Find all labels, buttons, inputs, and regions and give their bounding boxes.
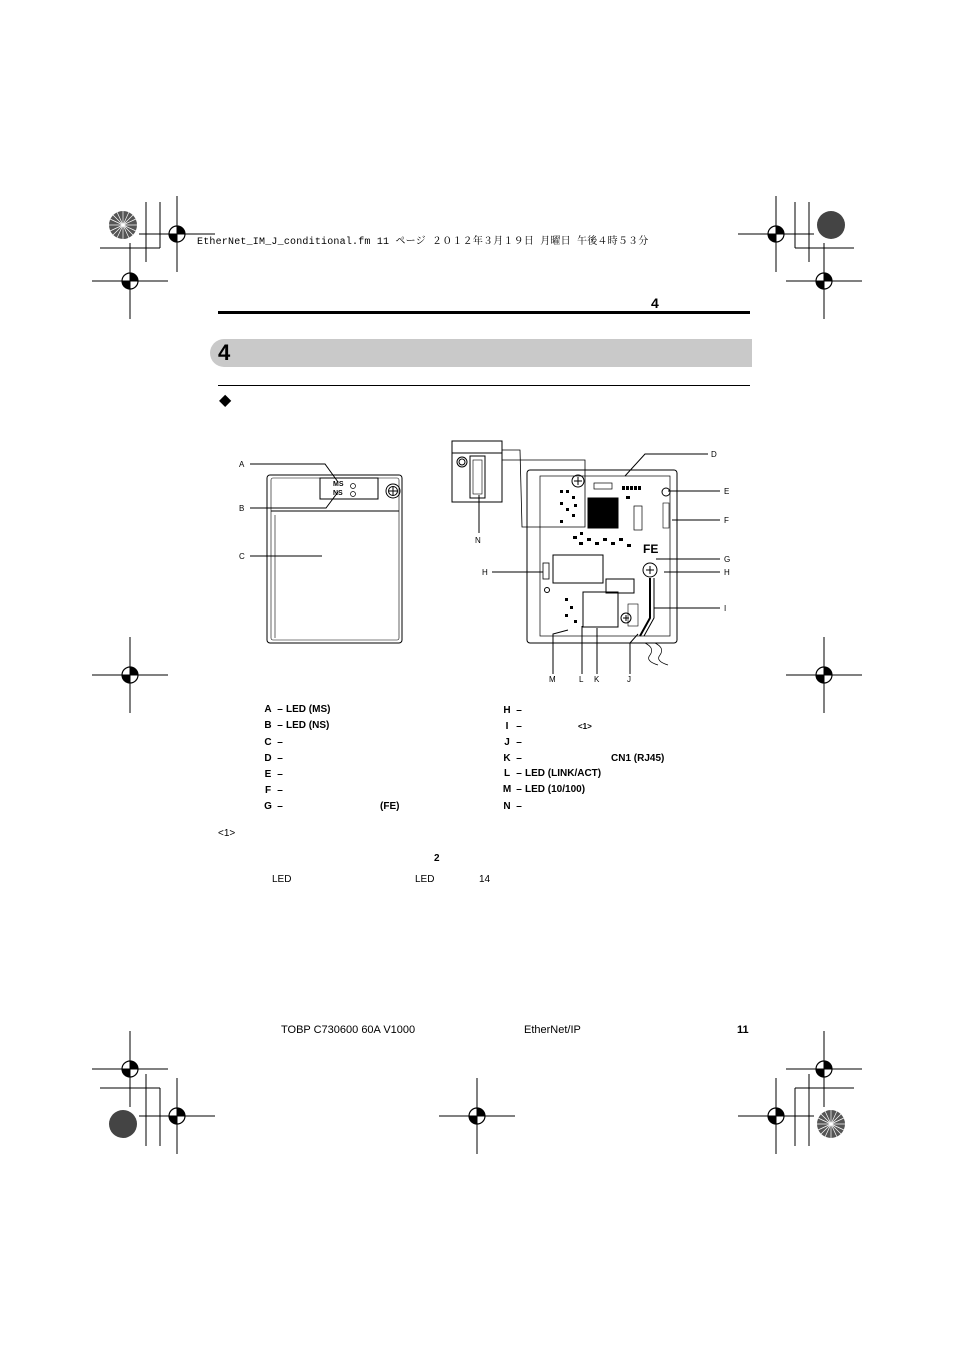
legend-item-m: M – LED (10/100) [502, 784, 586, 795]
footer-product: EtherNet/IP [524, 1024, 581, 1036]
callout-i: I [724, 604, 727, 613]
footer-page-number: 11 [737, 1024, 749, 1036]
footer-doc-code: TOBP C730600 60A V1000 [281, 1024, 416, 1036]
section-heading-bar [210, 339, 752, 367]
chapter-number: 4 [651, 295, 659, 311]
registration-mark-icon [439, 1078, 515, 1154]
callout-b: B [239, 504, 245, 513]
subsection-rule [218, 385, 750, 386]
leader-m [553, 630, 568, 674]
legend-item-e: E – [264, 769, 283, 780]
callout-n: N [475, 536, 481, 545]
callout-m: M [549, 675, 556, 684]
registration-mark-icon [786, 1031, 862, 1107]
legend-item-l: L – LED (LINK/ACT) [503, 768, 602, 779]
color-target-icon [817, 211, 845, 239]
note-led-1: LED [272, 874, 292, 885]
callout-j: J [627, 675, 631, 684]
connector-inset [452, 441, 502, 502]
registration-mark-icon [92, 637, 168, 713]
leader-b [250, 492, 338, 508]
color-target-icon [109, 211, 137, 239]
callout-e: E [724, 487, 730, 496]
callout-d: D [711, 450, 717, 459]
front-cover-outline [267, 475, 402, 643]
legend-item-c: C – [264, 737, 283, 748]
header-rule [218, 311, 750, 314]
fe-label: FE [643, 542, 659, 556]
leader-j [630, 634, 638, 674]
registration-mark-icon [738, 1078, 814, 1154]
legend-item-b: B – LED (NS) [264, 720, 330, 731]
file-info-line: EtherNet_IM_J_conditional.fm 11 ページ ２０１２年３月１９日 月曜日 午後４時５３分 [197, 237, 649, 248]
legend-item-g: G – (FE) [264, 801, 400, 812]
registration-mark-icon [738, 196, 814, 272]
legend-item-h: H – [503, 705, 522, 716]
ms-label: MS [333, 481, 344, 488]
leader-a [250, 464, 338, 482]
legend-item-j: J – [504, 737, 522, 748]
note-led-2: LED [415, 874, 435, 885]
callout-k: K [594, 675, 600, 684]
ns-label: NS [333, 490, 343, 497]
callout-f: F [724, 516, 729, 525]
registration-mark-icon [92, 243, 168, 319]
legend-item-n: N – [503, 801, 522, 812]
diamond-bullet-icon: ◆ [219, 392, 232, 409]
section-number: 4 [218, 340, 231, 365]
leader-d [625, 454, 708, 476]
callout-h-right: H [724, 568, 730, 577]
footnote-ref: <1> [218, 828, 236, 839]
legend-item-d: D – [264, 753, 283, 764]
callout-l: L [579, 675, 584, 684]
registration-mark-icon [92, 1031, 168, 1107]
option-card-figure [230, 438, 740, 688]
legend-item-i: I – <1> [505, 721, 592, 732]
legend-item-f: F – [264, 785, 283, 796]
callout-g: G [724, 555, 731, 564]
color-target-icon [817, 1110, 845, 1138]
callout-c: C [239, 552, 245, 561]
note-page-ref: 14 [479, 874, 491, 885]
callout-a: A [239, 460, 245, 469]
registration-mark-icon [786, 637, 862, 713]
color-target-icon [109, 1110, 137, 1138]
legend-item-k: K – CN1 (RJ45) [503, 753, 665, 764]
callout-h-left: H [482, 568, 488, 577]
note-number: 2 [434, 853, 440, 864]
registration-mark-icon [786, 243, 862, 319]
registration-mark-icon [139, 1078, 215, 1154]
legend-item-a: A – LED (MS) [264, 704, 331, 715]
